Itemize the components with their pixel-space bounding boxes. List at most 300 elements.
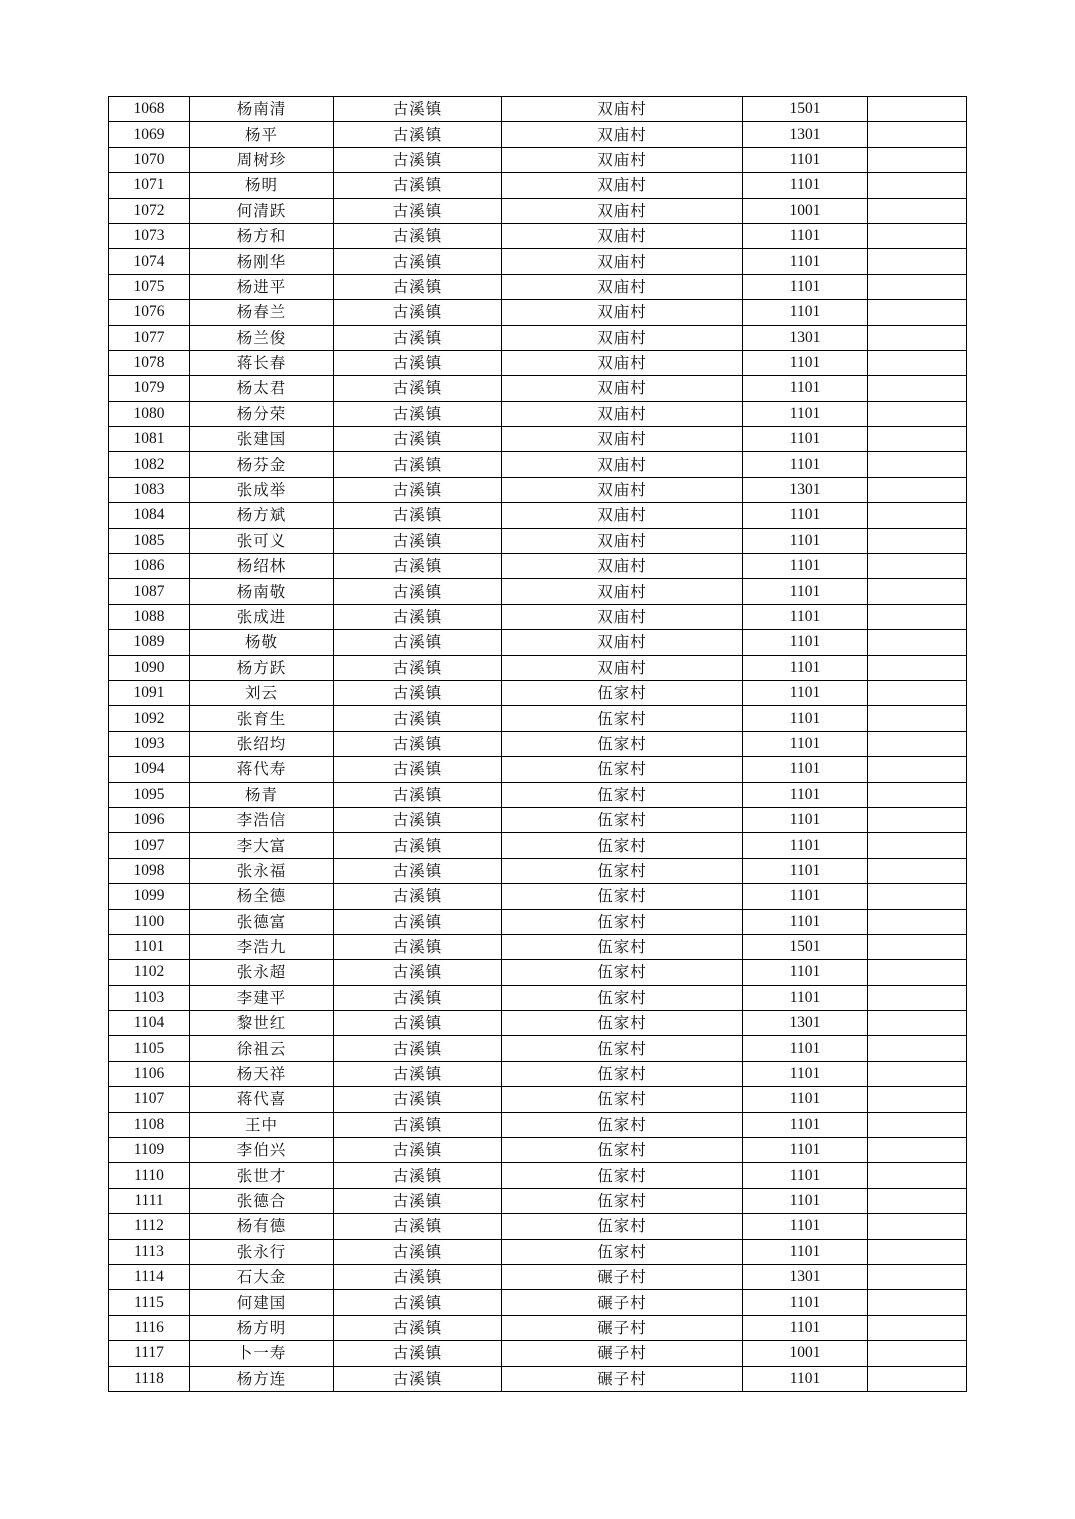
note-cell [868, 604, 967, 629]
table-row [109, 528, 967, 553]
row-number-cell: 1108 [109, 1112, 190, 1137]
code-cell: 1501 [743, 97, 868, 122]
village-cell: 双庙村 [502, 350, 743, 375]
note-cell [868, 985, 967, 1010]
town-cell: 古溪镇 [334, 477, 502, 502]
code-cell: 1101 [743, 1214, 868, 1239]
table-row [109, 1264, 967, 1289]
row-number-cell: 1079 [109, 376, 190, 401]
village-cell: 双庙村 [502, 401, 743, 426]
town-cell: 古溪镇 [334, 833, 502, 858]
table-row [109, 97, 967, 122]
row-number-cell: 1089 [109, 630, 190, 655]
row-number-cell: 1071 [109, 173, 190, 198]
village-cell: 双庙村 [502, 477, 743, 502]
note-cell [868, 554, 967, 579]
note-cell [868, 858, 967, 883]
person-name-cell: 杨芬金 [190, 452, 334, 477]
town-cell: 古溪镇 [334, 427, 502, 452]
table-row [109, 909, 967, 934]
code-cell: 1001 [743, 1341, 868, 1366]
row-number-cell: 1086 [109, 554, 190, 579]
village-cell: 伍家村 [502, 1112, 743, 1137]
person-name-cell: 张可义 [190, 528, 334, 553]
code-cell: 1101 [743, 274, 868, 299]
note-cell [868, 807, 967, 832]
village-cell: 碾子村 [502, 1264, 743, 1289]
row-number-cell: 1099 [109, 884, 190, 909]
table-row [109, 757, 967, 782]
code-cell: 1101 [743, 680, 868, 705]
town-cell: 古溪镇 [334, 401, 502, 426]
table-row [109, 1315, 967, 1340]
town-cell: 古溪镇 [334, 223, 502, 248]
person-name-cell: 杨刚华 [190, 249, 334, 274]
note-cell [868, 1214, 967, 1239]
person-name-cell: 刘云 [190, 680, 334, 705]
town-cell: 古溪镇 [334, 782, 502, 807]
person-name-cell: 蒋代寿 [190, 757, 334, 782]
row-number-cell: 1115 [109, 1290, 190, 1315]
row-number-cell: 1078 [109, 350, 190, 375]
person-name-cell: 卜一寿 [190, 1341, 334, 1366]
table-row [109, 122, 967, 147]
note-cell [868, 97, 967, 122]
note-cell [868, 300, 967, 325]
code-cell: 1101 [743, 1163, 868, 1188]
note-cell [868, 934, 967, 959]
person-name-cell: 张成举 [190, 477, 334, 502]
table-row [109, 173, 967, 198]
code-cell: 1101 [743, 884, 868, 909]
town-cell: 古溪镇 [334, 1163, 502, 1188]
note-cell [868, 1011, 967, 1036]
village-cell: 伍家村 [502, 807, 743, 832]
village-cell: 双庙村 [502, 147, 743, 172]
row-number-cell: 1097 [109, 833, 190, 858]
person-name-cell: 蒋代喜 [190, 1087, 334, 1112]
code-cell: 1501 [743, 934, 868, 959]
table-row [109, 1138, 967, 1163]
code-cell: 1101 [743, 1036, 868, 1061]
person-name-cell: 张德富 [190, 909, 334, 934]
row-number-cell: 1073 [109, 223, 190, 248]
person-name-cell: 张建国 [190, 427, 334, 452]
code-cell: 1101 [743, 858, 868, 883]
code-cell: 1101 [743, 1290, 868, 1315]
town-cell: 古溪镇 [334, 807, 502, 832]
table-row [109, 782, 967, 807]
note-cell [868, 1315, 967, 1340]
person-name-cell: 杨明 [190, 173, 334, 198]
village-cell: 伍家村 [502, 934, 743, 959]
table-row [109, 376, 967, 401]
town-cell: 古溪镇 [334, 579, 502, 604]
note-cell [868, 1112, 967, 1137]
village-cell: 伍家村 [502, 1239, 743, 1264]
table-row [109, 833, 967, 858]
row-number-cell: 1077 [109, 325, 190, 350]
row-number-cell: 1069 [109, 122, 190, 147]
row-number-cell: 1106 [109, 1061, 190, 1086]
code-cell: 1101 [743, 1112, 868, 1137]
person-name-cell: 杨绍林 [190, 554, 334, 579]
town-cell: 古溪镇 [334, 1290, 502, 1315]
row-number-cell: 1101 [109, 934, 190, 959]
table-row [109, 884, 967, 909]
note-cell [868, 833, 967, 858]
code-cell: 1101 [743, 757, 868, 782]
town-cell: 古溪镇 [334, 1315, 502, 1340]
row-number-cell: 1076 [109, 300, 190, 325]
row-number-cell: 1082 [109, 452, 190, 477]
table-row [109, 1341, 967, 1366]
note-cell [868, 1061, 967, 1086]
table-row [109, 1214, 967, 1239]
table-row [109, 1239, 967, 1264]
town-cell: 古溪镇 [334, 1138, 502, 1163]
code-cell: 1101 [743, 1239, 868, 1264]
code-cell: 1101 [743, 909, 868, 934]
note-cell [868, 884, 967, 909]
table-row [109, 1112, 967, 1137]
village-cell: 双庙村 [502, 452, 743, 477]
row-number-cell: 1109 [109, 1138, 190, 1163]
table-row [109, 1290, 967, 1315]
village-cell: 双庙村 [502, 604, 743, 629]
person-name-cell: 杨春兰 [190, 300, 334, 325]
row-number-cell: 1118 [109, 1366, 190, 1391]
row-number-cell: 1081 [109, 427, 190, 452]
village-cell: 伍家村 [502, 680, 743, 705]
code-cell: 1101 [743, 1087, 868, 1112]
code-cell: 1101 [743, 1188, 868, 1213]
village-cell: 双庙村 [502, 376, 743, 401]
table-row [109, 427, 967, 452]
village-cell: 双庙村 [502, 655, 743, 680]
town-cell: 古溪镇 [334, 1036, 502, 1061]
person-name-cell: 杨方和 [190, 223, 334, 248]
person-name-cell: 张永行 [190, 1239, 334, 1264]
note-cell [868, 452, 967, 477]
village-cell: 双庙村 [502, 97, 743, 122]
code-cell: 1101 [743, 427, 868, 452]
code-cell: 1301 [743, 325, 868, 350]
code-cell: 1101 [743, 554, 868, 579]
note-cell [868, 1036, 967, 1061]
table-row [109, 1087, 967, 1112]
town-cell: 古溪镇 [334, 630, 502, 655]
note-cell [868, 579, 967, 604]
code-cell: 1101 [743, 782, 868, 807]
table-row [109, 1163, 967, 1188]
table-row [109, 1188, 967, 1213]
person-name-cell: 李建平 [190, 985, 334, 1010]
person-name-cell: 杨方斌 [190, 503, 334, 528]
row-number-cell: 1087 [109, 579, 190, 604]
code-cell: 1101 [743, 249, 868, 274]
town-cell: 古溪镇 [334, 350, 502, 375]
person-name-cell: 石大金 [190, 1264, 334, 1289]
town-cell: 古溪镇 [334, 884, 502, 909]
row-number-cell: 1091 [109, 680, 190, 705]
table-row [109, 300, 967, 325]
note-cell [868, 528, 967, 553]
village-cell: 双庙村 [502, 274, 743, 299]
note-cell [868, 909, 967, 934]
village-cell: 伍家村 [502, 706, 743, 731]
town-cell: 古溪镇 [334, 249, 502, 274]
table-row [109, 1061, 967, 1086]
town-cell: 古溪镇 [334, 274, 502, 299]
person-name-cell: 杨太君 [190, 376, 334, 401]
code-cell: 1101 [743, 401, 868, 426]
note-cell [868, 1366, 967, 1391]
village-cell: 双庙村 [502, 427, 743, 452]
note-cell [868, 350, 967, 375]
code-cell: 1101 [743, 1061, 868, 1086]
table-row [109, 985, 967, 1010]
code-cell: 1101 [743, 1315, 868, 1340]
note-cell [868, 147, 967, 172]
person-name-cell: 杨南清 [190, 97, 334, 122]
note-cell [868, 1087, 967, 1112]
town-cell: 古溪镇 [334, 706, 502, 731]
code-cell: 1101 [743, 807, 868, 832]
person-name-cell: 杨方明 [190, 1315, 334, 1340]
person-name-cell: 何清跃 [190, 198, 334, 223]
row-number-cell: 1084 [109, 503, 190, 528]
code-cell: 1001 [743, 198, 868, 223]
town-cell: 古溪镇 [334, 122, 502, 147]
note-cell [868, 1239, 967, 1264]
person-name-cell: 杨进平 [190, 274, 334, 299]
town-cell: 古溪镇 [334, 1366, 502, 1391]
village-cell: 碾子村 [502, 1290, 743, 1315]
town-cell: 古溪镇 [334, 655, 502, 680]
village-cell: 伍家村 [502, 1061, 743, 1086]
town-cell: 古溪镇 [334, 300, 502, 325]
row-number-cell: 1072 [109, 198, 190, 223]
row-number-cell: 1105 [109, 1036, 190, 1061]
town-cell: 古溪镇 [334, 1112, 502, 1137]
row-number-cell: 1098 [109, 858, 190, 883]
person-name-cell: 杨青 [190, 782, 334, 807]
town-cell: 古溪镇 [334, 147, 502, 172]
code-cell: 1101 [743, 706, 868, 731]
town-cell: 古溪镇 [334, 1011, 502, 1036]
note-cell [868, 427, 967, 452]
row-number-cell: 1068 [109, 97, 190, 122]
note-cell [868, 1138, 967, 1163]
table-row [109, 554, 967, 579]
code-cell: 1301 [743, 477, 868, 502]
person-name-cell: 蒋长春 [190, 350, 334, 375]
note-cell [868, 1290, 967, 1315]
person-name-cell: 张世才 [190, 1163, 334, 1188]
town-cell: 古溪镇 [334, 934, 502, 959]
note-cell [868, 249, 967, 274]
village-cell: 伍家村 [502, 1188, 743, 1213]
village-cell: 双庙村 [502, 528, 743, 553]
village-cell: 双庙村 [502, 325, 743, 350]
village-cell: 双庙村 [502, 630, 743, 655]
row-number-cell: 1070 [109, 147, 190, 172]
row-number-cell: 1074 [109, 249, 190, 274]
town-cell: 古溪镇 [334, 554, 502, 579]
person-name-cell: 杨敬 [190, 630, 334, 655]
table-row [109, 198, 967, 223]
code-cell: 1101 [743, 579, 868, 604]
table-row [109, 325, 967, 350]
row-number-cell: 1090 [109, 655, 190, 680]
table-row [109, 452, 967, 477]
note-cell [868, 731, 967, 756]
note-cell [868, 198, 967, 223]
table-row [109, 350, 967, 375]
table-row [109, 1366, 967, 1391]
row-number-cell: 1092 [109, 706, 190, 731]
row-number-cell: 1080 [109, 401, 190, 426]
code-cell: 1101 [743, 833, 868, 858]
town-cell: 古溪镇 [334, 680, 502, 705]
town-cell: 古溪镇 [334, 1087, 502, 1112]
person-name-cell: 李大富 [190, 833, 334, 858]
row-number-cell: 1094 [109, 757, 190, 782]
village-cell: 双庙村 [502, 223, 743, 248]
table-row [109, 274, 967, 299]
code-cell: 1101 [743, 528, 868, 553]
table-row [109, 655, 967, 680]
village-cell: 双庙村 [502, 554, 743, 579]
table-row [109, 807, 967, 832]
row-number-cell: 1112 [109, 1214, 190, 1239]
person-name-cell: 李浩九 [190, 934, 334, 959]
note-cell [868, 630, 967, 655]
code-cell: 1101 [743, 960, 868, 985]
town-cell: 古溪镇 [334, 1188, 502, 1213]
row-number-cell: 1117 [109, 1341, 190, 1366]
village-cell: 伍家村 [502, 1036, 743, 1061]
code-cell: 1101 [743, 1138, 868, 1163]
row-number-cell: 1103 [109, 985, 190, 1010]
person-name-cell: 杨天祥 [190, 1061, 334, 1086]
code-cell: 1101 [743, 173, 868, 198]
code-cell: 1101 [743, 1366, 868, 1391]
village-cell: 伍家村 [502, 858, 743, 883]
village-cell: 双庙村 [502, 173, 743, 198]
person-name-cell: 张绍均 [190, 731, 334, 756]
code-cell: 1101 [743, 300, 868, 325]
town-cell: 古溪镇 [334, 1264, 502, 1289]
row-number-cell: 1096 [109, 807, 190, 832]
code-cell: 1101 [743, 655, 868, 680]
village-cell: 伍家村 [502, 731, 743, 756]
note-cell [868, 1163, 967, 1188]
row-number-cell: 1111 [109, 1188, 190, 1213]
roster-table-body [109, 97, 967, 1392]
person-name-cell: 杨平 [190, 122, 334, 147]
person-name-cell: 张成进 [190, 604, 334, 629]
table-row [109, 731, 967, 756]
table-row [109, 503, 967, 528]
person-name-cell: 杨方连 [190, 1366, 334, 1391]
table-row [109, 223, 967, 248]
person-name-cell: 杨兰俊 [190, 325, 334, 350]
row-number-cell: 1107 [109, 1087, 190, 1112]
note-cell [868, 757, 967, 782]
table-row [109, 934, 967, 959]
row-number-cell: 1114 [109, 1264, 190, 1289]
table-row [109, 858, 967, 883]
note-cell [868, 960, 967, 985]
town-cell: 古溪镇 [334, 985, 502, 1010]
town-cell: 古溪镇 [334, 757, 502, 782]
note-cell [868, 706, 967, 731]
code-cell: 1101 [743, 604, 868, 629]
village-cell: 碾子村 [502, 1366, 743, 1391]
code-cell: 1301 [743, 122, 868, 147]
code-cell: 1101 [743, 350, 868, 375]
town-cell: 古溪镇 [334, 1061, 502, 1086]
table-row [109, 401, 967, 426]
town-cell: 古溪镇 [334, 528, 502, 553]
table-row [109, 579, 967, 604]
village-cell: 伍家村 [502, 960, 743, 985]
row-number-cell: 1095 [109, 782, 190, 807]
person-name-cell: 张永福 [190, 858, 334, 883]
code-cell: 1301 [743, 1011, 868, 1036]
village-cell: 伍家村 [502, 985, 743, 1010]
person-name-cell: 张育生 [190, 706, 334, 731]
row-number-cell: 1102 [109, 960, 190, 985]
person-name-cell: 杨南敬 [190, 579, 334, 604]
village-cell: 双庙村 [502, 503, 743, 528]
table-row [109, 960, 967, 985]
person-name-cell: 黎世红 [190, 1011, 334, 1036]
village-cell: 伍家村 [502, 1011, 743, 1036]
town-cell: 古溪镇 [334, 503, 502, 528]
table-row [109, 147, 967, 172]
row-number-cell: 1116 [109, 1315, 190, 1340]
town-cell: 古溪镇 [334, 452, 502, 477]
town-cell: 古溪镇 [334, 1214, 502, 1239]
note-cell [868, 376, 967, 401]
town-cell: 古溪镇 [334, 173, 502, 198]
person-name-cell: 周树珍 [190, 147, 334, 172]
table-row [109, 1011, 967, 1036]
table-row [109, 706, 967, 731]
town-cell: 古溪镇 [334, 1341, 502, 1366]
person-name-cell: 王中 [190, 1112, 334, 1137]
village-cell: 双庙村 [502, 300, 743, 325]
note-cell [868, 503, 967, 528]
row-number-cell: 1093 [109, 731, 190, 756]
row-number-cell: 1083 [109, 477, 190, 502]
village-cell: 双庙村 [502, 198, 743, 223]
village-cell: 伍家村 [502, 757, 743, 782]
town-cell: 古溪镇 [334, 909, 502, 934]
note-cell [868, 274, 967, 299]
town-cell: 古溪镇 [334, 198, 502, 223]
village-cell: 伍家村 [502, 1163, 743, 1188]
person-name-cell: 张德合 [190, 1188, 334, 1213]
note-cell [868, 173, 967, 198]
note-cell [868, 1341, 967, 1366]
row-number-cell: 1110 [109, 1163, 190, 1188]
code-cell: 1101 [743, 147, 868, 172]
code-cell: 1101 [743, 630, 868, 655]
